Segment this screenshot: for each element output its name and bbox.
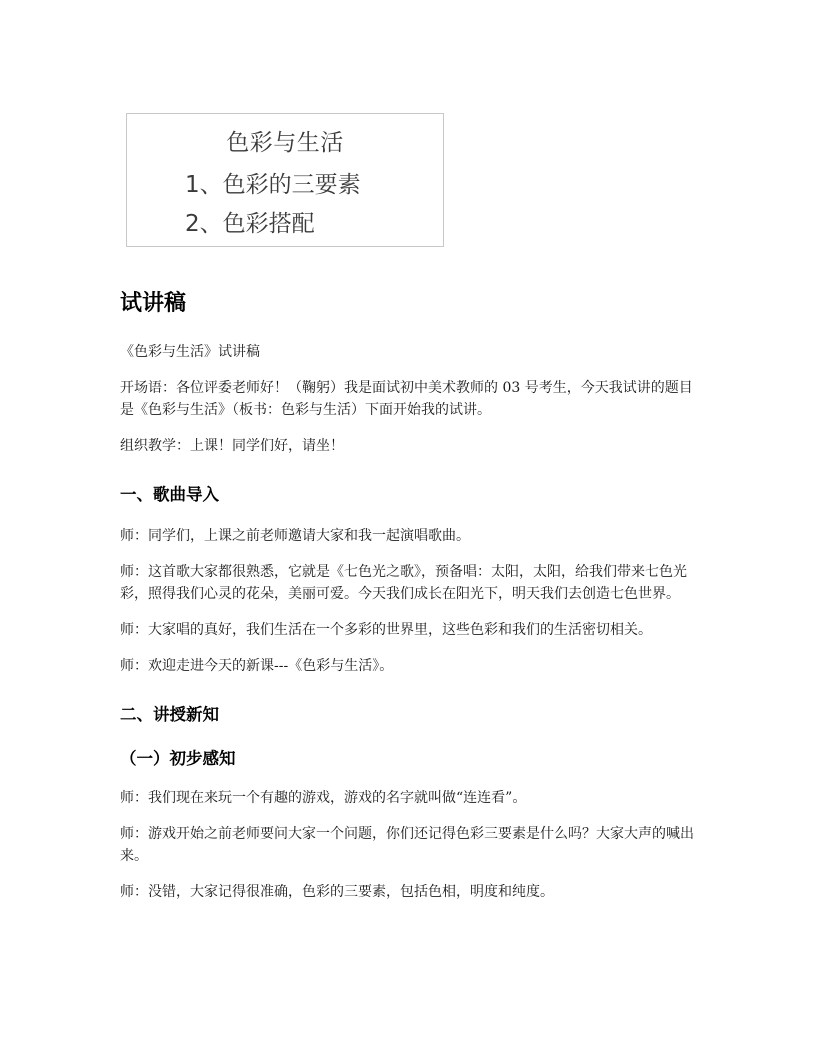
intro-paragraph: 《色彩与生活》试讲稿 [120, 344, 260, 360]
intro-paragraph: 开场语：各位评委老师好！（鞠躬）我是面试初中美术教师的 03 号考生，今天我试讲的题目是《色彩与生活》（板书：色彩与生活）下面开始我的试讲。 [120, 380, 693, 418]
document-body [120, 286, 700, 917]
section-paragraph: 师：同学们，上课之前老师邀请大家和我一起演唱歌曲。 [120, 528, 470, 544]
document-title: 试讲稿 [120, 291, 187, 316]
board-item-2: 2、色彩搭配 [185, 211, 315, 237]
section-heading: 一、歌曲导入 [120, 485, 219, 504]
section-paragraph: 师：没错，大家记得很准确，色彩的三要素，包括色相，明度和纯度。 [120, 884, 554, 900]
blackboard-image [126, 113, 444, 247]
section-heading: 二、讲授新知 [120, 705, 219, 724]
section-paragraph: 师：欢迎走进今天的新课---《色彩与生活》。 [120, 658, 394, 674]
section-paragraph: 师：大家唱的真好，我们生活在一个多彩的世界里，这些色彩和我们的生活密切相关。 [120, 622, 652, 638]
board-title: 色彩与生活 [226, 130, 344, 156]
section-paragraph: 师：我们现在来玩一个有趣的游戏，游戏的名字就叫做“连连看”。 [120, 790, 527, 806]
section-paragraph: 师：游戏开始之前老师要问大家一个问题，你们还记得色彩三要素是什么吗？大家大声的喊出来。 [120, 826, 694, 864]
subsection-heading: （一）初步感知 [120, 749, 236, 768]
board-item-1: 1、色彩的三要素 [185, 172, 361, 198]
section-paragraph: 师：这首歌大家都很熟悉，它就是《七色光之歌》，预备唱：太阳，太阳，给我们带来七色光彩，照得我们心灵的花朵，美丽可爱。今天我们成长在阳光下，明天我们去创造七色世界。 [120, 564, 687, 602]
intro-paragraph: 组织教学：上课！同学们好，请坐！ [120, 438, 344, 454]
